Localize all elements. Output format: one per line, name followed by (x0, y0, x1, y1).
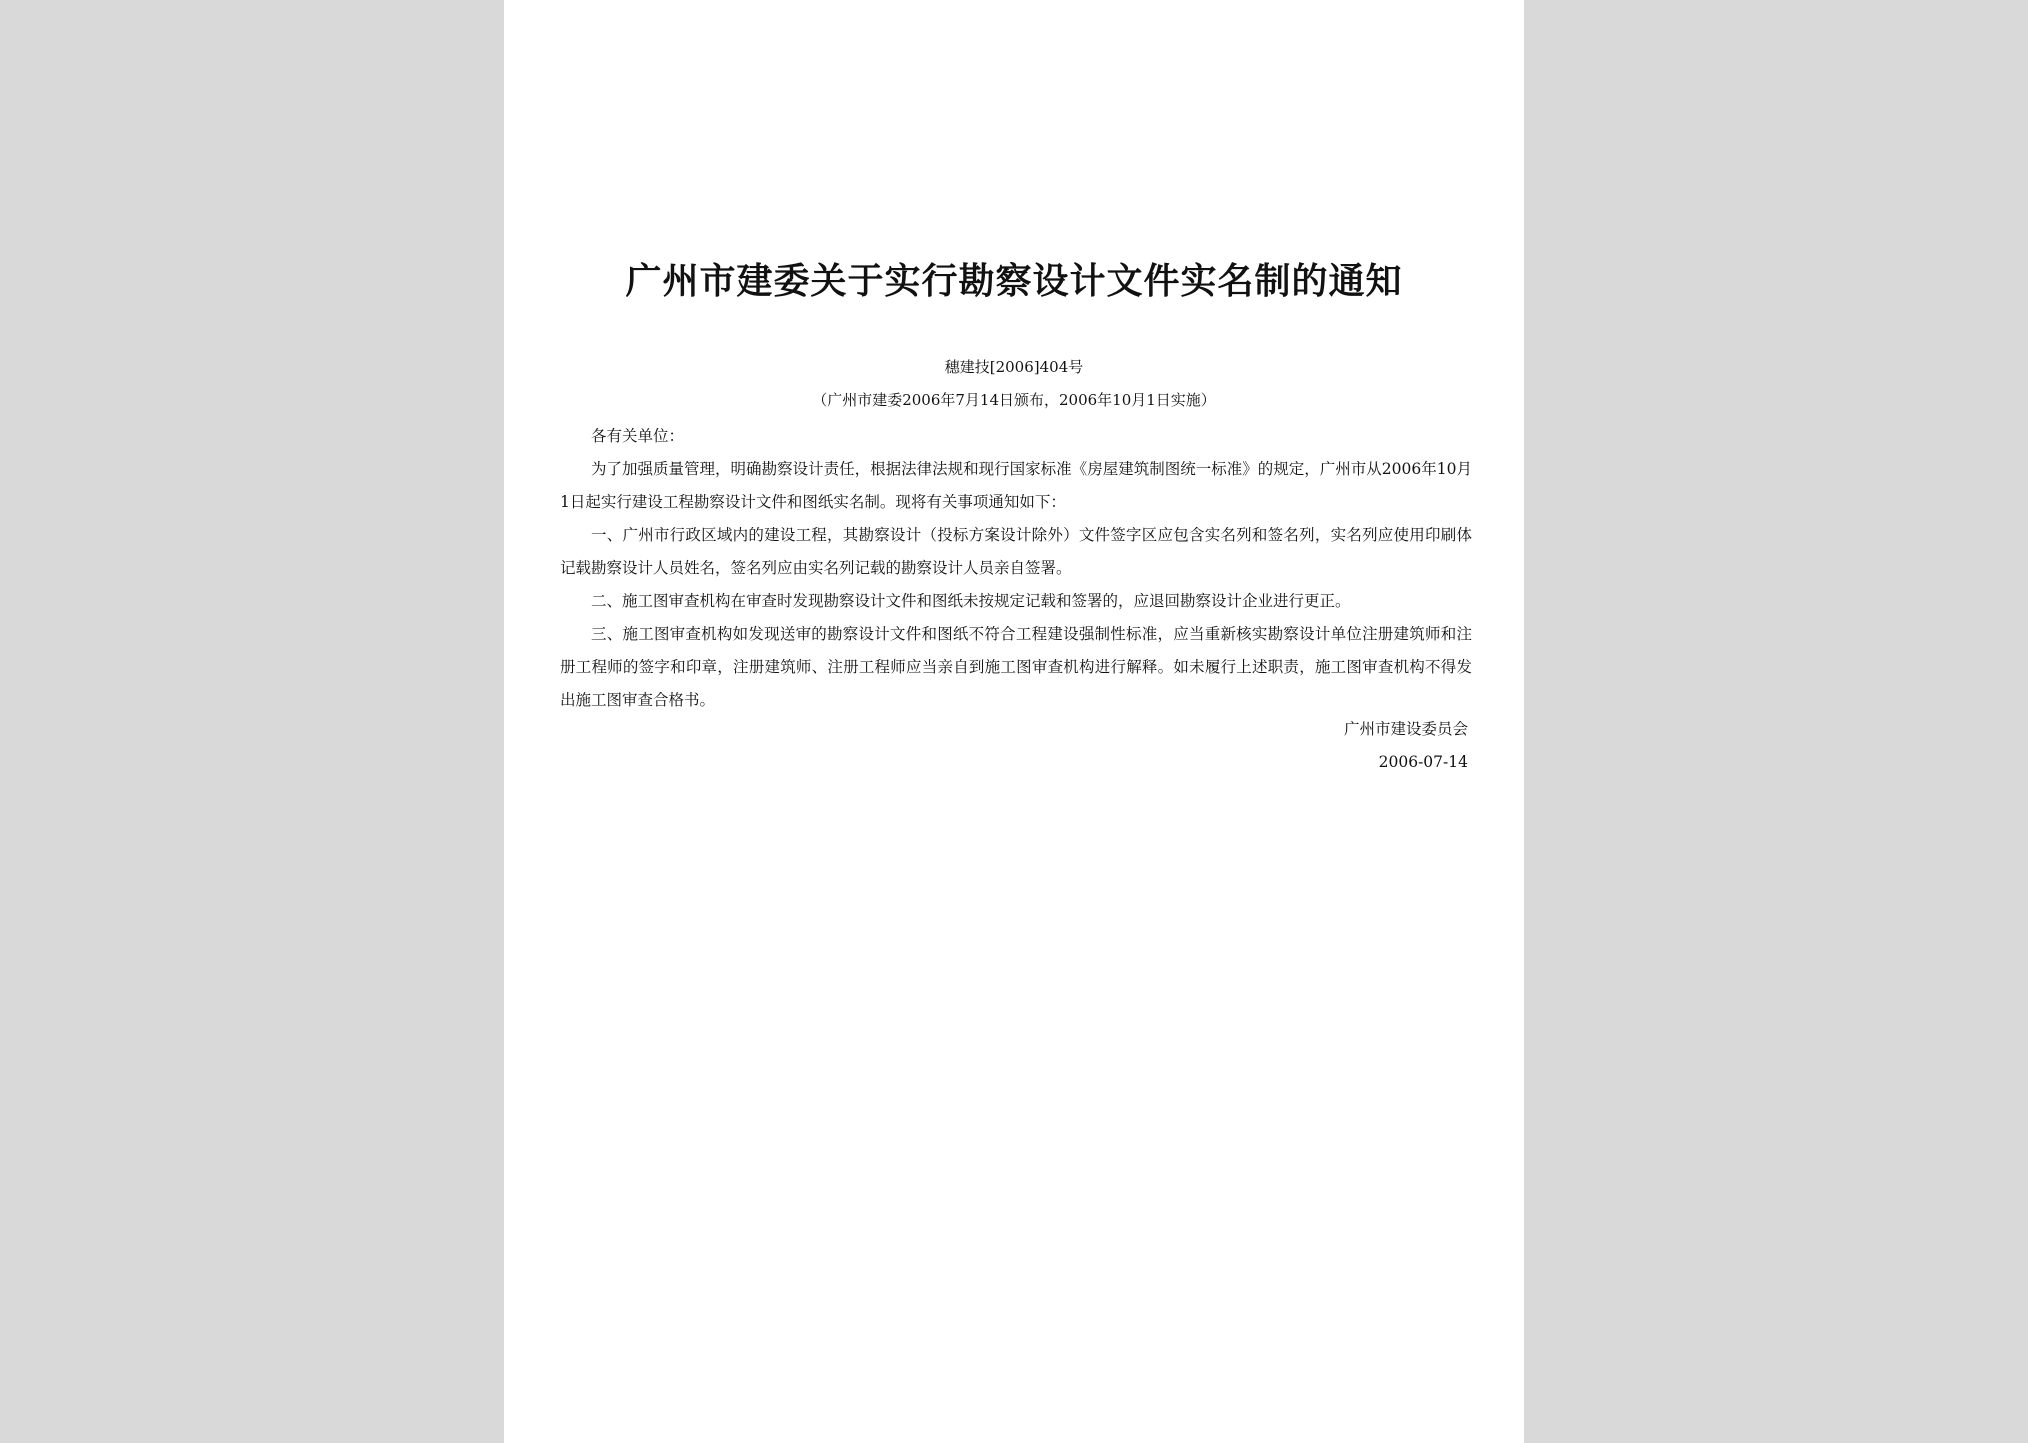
document-page (504, 0, 1524, 1443)
issue-dates: （广州市建委2006年7月14日颁布，2006年10月1日实施） (812, 391, 1216, 409)
signer: 广州市建设委员会 (1343, 720, 1468, 738)
document-body (560, 420, 1472, 717)
salutation: 各有关单位： (591, 427, 685, 445)
paragraph-item-3: 三、施工图审查机构如发现送审的勘察设计文件和图纸不符合工程建设强制性标准，应当重新核实勘察设计单位注册建筑师和注册工程师的签字和印章，注册建筑师、注册工程师应当亲自到施工图审查机构进行解释。如未履行上述职责，施工图审查机构不得发出施工图审查合格书。 (560, 625, 1472, 709)
signature-date: 2006-07-14 (1378, 753, 1468, 771)
paragraph-item-2: 二、施工图审查机构在审查时发现勘察设计文件和图纸未按规定记载和签署的，应退回勘察设计企业进行更正。 (591, 592, 1351, 610)
document-title: 广州市建委关于实行勘察设计文件实名制的通知 (625, 260, 1403, 302)
paragraph-item-1: 一、广州市行政区域内的建设工程，其勘察设计（投标方案设计除外）文件签字区应包含实名列和签名列，实名列应使用印刷体记载勘察设计人员姓名，签名列应由实名列记载的勘察设计人员亲自签署。 (560, 526, 1472, 577)
paragraph-intro: 为了加强质量管理，明确勘察设计责任，根据法律法规和现行国家标准《房屋建筑制图统一标准》的规定，广州市从2006年10月1日起实行建设工程勘察设计文件和图纸实名制。现将有关事项通知如下： (560, 460, 1472, 511)
document-number: 穗建技[2006]404号 (944, 358, 1084, 376)
